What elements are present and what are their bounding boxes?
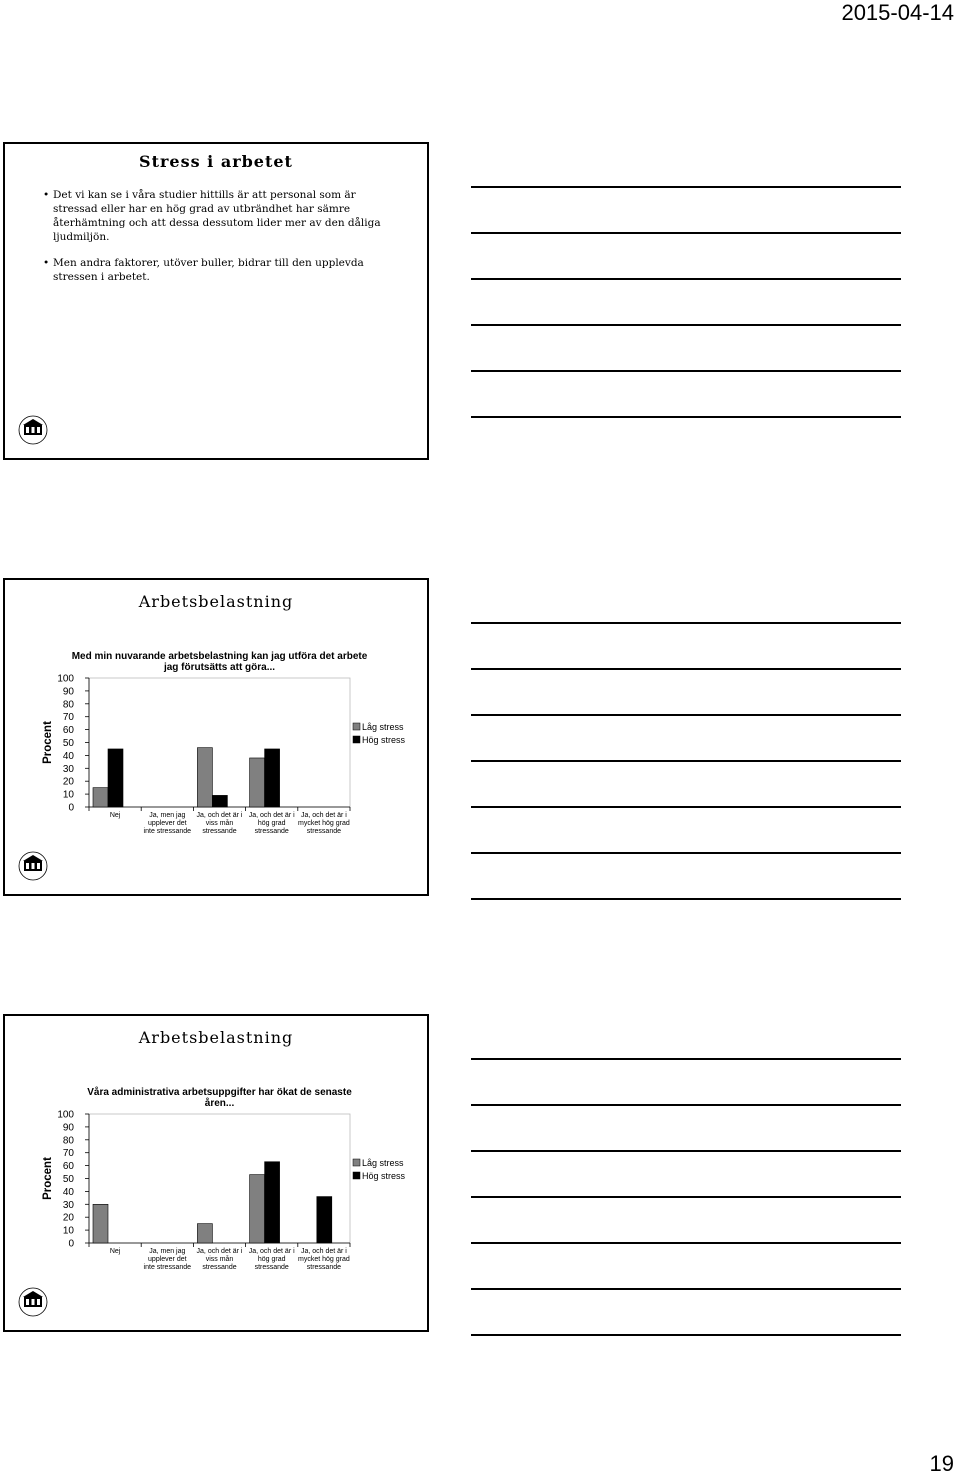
x-category-label: upplever det [148,1256,187,1263]
y-tick-label: 80 [62,699,74,711]
note-line [471,370,901,372]
x-category-label: stressande [254,1264,289,1271]
x-category-label: upplever det [148,820,187,827]
bar [250,758,265,807]
legend-label: Hög stress [362,1171,406,1181]
y-tick-label: 0 [68,802,74,814]
note-line [471,714,901,716]
chart-title: Med min nuvarande arbetsbelastning kan jag utföra det arbete [71,651,368,662]
chart-title: åren... [204,1098,235,1109]
x-category-label: mycket hög grad [298,820,350,827]
note-line [471,1334,901,1336]
umea-university-logo [9,842,57,890]
x-category-label: hög grad [257,820,286,827]
slide-arbetsbelastning-2 [3,1014,429,1332]
note-line [471,1242,901,1244]
note-line [471,1196,901,1198]
bar [108,749,123,807]
x-category-label: stressande [306,828,342,835]
note-line [471,760,901,762]
y-tick-label: 30 [62,763,74,775]
legend-label: Låg stress [362,722,404,732]
note-line [471,232,901,234]
bar [93,1204,108,1243]
x-category-label: inte stressande [143,828,192,835]
note-line [471,852,901,854]
slide-arbetsbelastning-1 [3,578,429,896]
x-category-label: Ja, och det är i [248,812,295,819]
umea-university-logo [9,1278,57,1326]
bar [197,748,212,807]
x-category-label: Ja, men jag [149,812,186,819]
x-category-label: viss mån [205,1256,234,1263]
y-tick-label: 40 [62,750,74,762]
legend-label: Hög stress [362,735,406,745]
x-category-label: Ja, och det är i [196,812,243,819]
x-category-label: Ja, och det är i [300,1248,347,1255]
bar-chart-arbetsbelastning [5,580,427,894]
note-line [471,186,901,188]
x-category-label: stressande [202,828,237,835]
y-tick-label: 50 [62,1174,74,1185]
y-tick-label: 90 [62,1122,74,1134]
note-line [471,1104,901,1106]
y-axis-label: Procent [42,721,54,764]
slide-title: Stress i arbetet [139,152,293,171]
note-line [471,324,901,326]
bar [265,749,280,807]
legend-swatch [353,1172,360,1179]
x-category-label: viss mån [205,820,234,827]
x-category-label: Nej [109,1248,121,1255]
note-line [471,278,901,280]
bar [212,795,227,807]
legend-swatch [353,723,360,730]
y-tick-label: 30 [62,1199,74,1211]
bar [317,1197,332,1243]
x-category-label: stressande [254,828,289,835]
bullet-item: • Men andra faktorer, utöver buller, bidrar till den upplevda stressen i arbetet. [43,256,383,284]
y-tick-label: 100 [57,1109,74,1121]
y-tick-label: 90 [62,686,74,698]
note-line [471,668,901,670]
x-category-label: stressande [306,1264,342,1271]
note-line [471,416,901,418]
bullet-item: • Det vi kan se i våra studier hittills är att personal som är stressad eller har en hög grad av utbrändhet har sämre återhämtning och att dessa dessutom lider mer av den dåliga ljudmiljön. [43,188,383,244]
slide-stress-i-arbetet [3,142,429,460]
note-line [471,1288,901,1290]
bar [250,1175,265,1243]
bar [93,788,108,807]
header-date: 2015-04-14 [841,0,954,25]
x-category-label: stressande [202,1264,237,1271]
page-number: 19 [929,1451,954,1476]
legend-swatch [353,1159,360,1166]
y-tick-label: 10 [62,1225,74,1237]
x-category-label: hög grad [257,1256,286,1263]
x-category-label: mycket hög grad [298,1256,350,1263]
x-category-label: Ja, och det är i [300,812,347,819]
y-tick-label: 100 [57,673,74,685]
plot-area [89,678,350,807]
x-category-label: Nej [109,812,121,819]
y-tick-label: 20 [62,776,74,788]
bar [197,1224,212,1243]
legend-swatch [353,736,360,743]
umea-university-logo [9,406,57,454]
plot-area [89,1114,350,1243]
y-tick-label: 60 [62,725,74,737]
y-tick-label: 80 [62,1135,74,1147]
y-axis-label: Procent [42,1157,54,1200]
y-tick-label: 70 [62,1148,74,1160]
legend-label: Låg stress [362,1158,404,1168]
x-category-label: inte stressande [143,1264,192,1271]
bar [265,1162,280,1243]
note-line [471,806,901,808]
note-line [471,1150,901,1152]
x-category-label: Ja, och det är i [196,1248,243,1255]
y-tick-label: 70 [62,712,74,724]
y-tick-label: 40 [62,1186,74,1198]
chart-title: jag förutsätts att göra... [163,662,276,673]
bullet-list [43,188,383,296]
chart-title: Våra administrativa arbetsuppgifter har ökat de senaste [87,1087,352,1098]
slide-title: Arbetsbelastning [138,592,294,611]
y-tick-label: 20 [62,1212,74,1224]
note-line [471,898,901,900]
y-tick-label: 50 [62,738,74,749]
note-line [471,1058,901,1060]
slide-title: Arbetsbelastning [138,1028,294,1047]
y-tick-label: 0 [68,1238,74,1250]
note-line [471,622,901,624]
y-tick-label: 60 [62,1161,74,1173]
x-category-label: Ja, men jag [149,1248,186,1255]
bar-chart-administrativa [5,1016,427,1330]
y-tick-label: 10 [62,789,74,801]
x-category-label: Ja, och det är i [248,1248,295,1255]
